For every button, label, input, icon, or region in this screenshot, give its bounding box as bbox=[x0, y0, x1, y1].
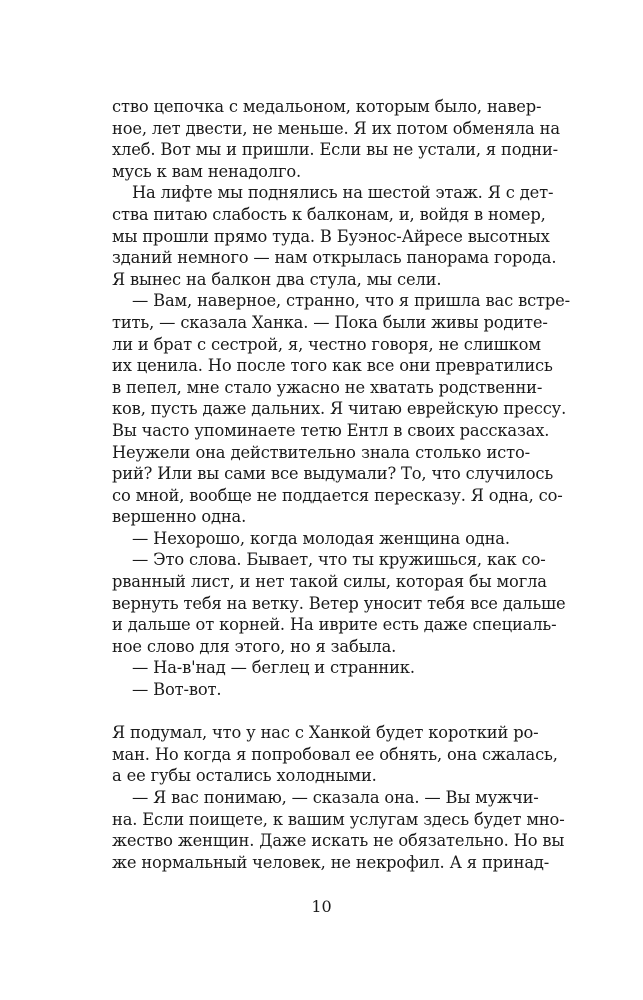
paragraph bbox=[112, 290, 571, 528]
text-line: ман. Но когда я попробовал ее обнять, она сжалась, bbox=[112, 744, 558, 764]
text-line: — На-в'над — беглец и странник. bbox=[132, 658, 415, 678]
text-line: ное слово для этого, но я забыла. bbox=[112, 636, 397, 656]
text-line: мусь к вам ненадолго. bbox=[112, 161, 302, 181]
text-line: же нормальный человек, не некрофил. А я принад- bbox=[112, 852, 550, 872]
text-line: рий? Или вы сами все выдумали? То, что случилось bbox=[112, 464, 554, 484]
text-line: Неужели она действительно знала столько истo- bbox=[112, 442, 530, 462]
text-line: ли и брат с сестрой, я, честно говоря, не слишком bbox=[112, 334, 541, 354]
text-line: — Я вас понимаю, — сказала она. — Вы мужчи- bbox=[132, 788, 539, 807]
text-line: их ценила. Но после того как все они превратились bbox=[112, 356, 553, 376]
text-line: Вы часто упоминаете тетю Ентл в своих рассказах. bbox=[112, 420, 550, 440]
text-line: хлеб. Вот мы и пришли. Если вы не устали, я подни- bbox=[112, 140, 559, 160]
section-break bbox=[112, 701, 530, 723]
text-line: тить, — сказала Ханка. — Пока были живы родите- bbox=[112, 312, 548, 332]
text-line: зданий немного — нам открылась панорама города. bbox=[112, 248, 557, 268]
text-line: ное, лет двести, не меньше. Я их потом обменяла на bbox=[112, 118, 560, 138]
paragraph bbox=[112, 679, 530, 701]
text-line: мы прошли прямо туда. В Буэнос-Айресе высотных bbox=[112, 226, 550, 246]
paragraph bbox=[112, 722, 558, 787]
paragraph bbox=[112, 528, 530, 550]
text-line: на. Если поищете, к вашим услугам здесь будет мно- bbox=[112, 809, 565, 829]
text-line: — Вот-вот. bbox=[132, 680, 222, 700]
text-line: Я подумал, что у нас с Ханкой будет короткий ро- bbox=[112, 723, 539, 743]
paragraph bbox=[112, 182, 557, 290]
paragraph bbox=[112, 549, 566, 657]
text-line: Я вынес на балкон два стула, мы сели. bbox=[112, 269, 442, 289]
text-line: и дальше от корней. На иврите есть даже специаль- bbox=[112, 615, 557, 635]
text-line: в пепел, мне стало ужасно не хватать родственни- bbox=[112, 377, 543, 397]
text-line: ков, пусть даже дальних. Я читаю еврейскую прессу. bbox=[112, 399, 567, 419]
paragraph bbox=[112, 96, 560, 182]
paragraph bbox=[112, 657, 530, 679]
text-line: ства питаю слабость к балконам, и, войдя в номер, bbox=[112, 204, 546, 224]
text-line: рванный лист, и нет такой силы, которая бы могла bbox=[112, 572, 547, 592]
book-page-text bbox=[112, 96, 571, 873]
page-number: 10 bbox=[311, 897, 332, 916]
text-line: вершенно одна. bbox=[112, 507, 247, 527]
text-line: жество женщин. Даже искать не обязательно. Но вы bbox=[112, 831, 565, 851]
text-line: а ее губы остались холодными. bbox=[112, 766, 377, 786]
text-line: — Нехорошо, когда молодая женщина одна. bbox=[132, 528, 510, 548]
text-line: На лифте мы поднялись на шестой этаж. Я с дет- bbox=[132, 183, 554, 203]
text-line: вернуть тебя на ветку. Ветер уносит тебя все дальше bbox=[112, 593, 566, 613]
text-line: со мной, вообще не поддается пересказу. Я одна, со- bbox=[112, 485, 563, 505]
text-line: ство цепочка с медальоном, которым было, навер- bbox=[112, 97, 542, 116]
text-line: — Это слова. Бывает, что ты кружишься, как со- bbox=[132, 550, 546, 570]
text-line: — Вам, наверное, странно, что я пришла вас встре- bbox=[132, 291, 571, 311]
paragraph bbox=[112, 787, 565, 873]
